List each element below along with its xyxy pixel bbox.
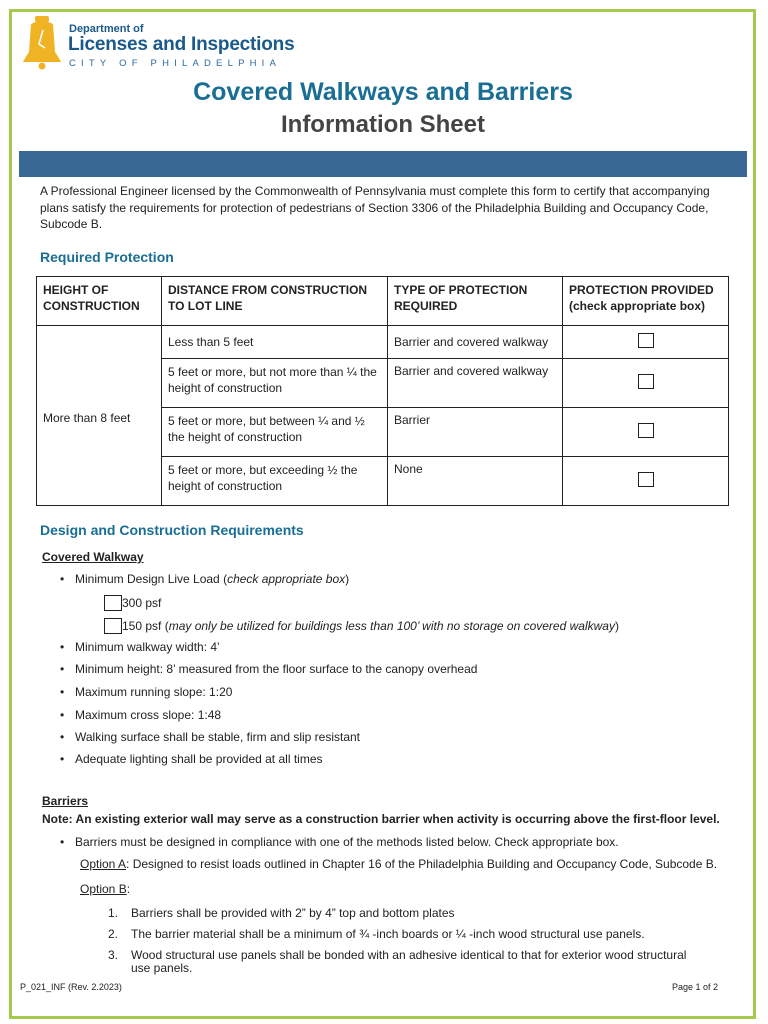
form-id: P_021_INF (Rev. 2.2023) (20, 982, 122, 992)
bullet-icon: • (60, 835, 65, 849)
list-item-text: Minimum Design Live Load ( (75, 572, 228, 586)
list-item-text: Maximum running slope: 1:20 (75, 685, 233, 699)
barriers-heading: Barriers (42, 794, 89, 808)
list-item (60, 752, 323, 766)
page-title: Covered Walkways and Barriers (193, 78, 573, 106)
numbered-item (108, 928, 708, 941)
protection-table (36, 276, 729, 506)
table-row (37, 326, 729, 359)
column-header: PROTECTION PROVIDED (check appropriate box) (563, 277, 729, 326)
protection-checkbox[interactable] (638, 472, 654, 487)
city-name: CITY OF PHILADELPHIA (69, 58, 282, 69)
covered-walkway-heading: Covered Walkway (42, 550, 144, 564)
distance-cell: 5 feet or more, but exceeding ½ the height of construction (162, 457, 388, 506)
option-b-label[interactable]: Option B (80, 882, 127, 896)
type-cell: None (388, 457, 563, 506)
column-header: TYPE OF PROTECTION REQUIRED (388, 277, 563, 326)
numbered-item (108, 949, 708, 975)
height-cell: More than 8 feet (37, 326, 162, 506)
option-a (80, 857, 717, 871)
required-protection-heading: Required Protection (40, 249, 174, 265)
live-load-option-150 (104, 618, 619, 634)
protection-checkbox[interactable] (638, 423, 654, 438)
type-cell: Barrier and covered walkway (388, 326, 563, 359)
option-a-label[interactable]: Option A (80, 857, 127, 871)
list-item (60, 685, 232, 699)
live-load-option-300 (104, 595, 161, 611)
bullet-icon: • (60, 685, 65, 699)
list-item-italic: check appropriate box (227, 572, 346, 586)
type-cell: Barrier (388, 408, 563, 457)
bullet-icon: • (60, 730, 65, 744)
protection-checkbox[interactable] (638, 333, 654, 348)
list-item (60, 708, 221, 722)
list-item-text: Barriers must be designed in compliance with one of the methods listed below. Check appropriate box. (75, 835, 619, 849)
list-item-text: Minimum walkway width: 4’ (75, 640, 220, 654)
list-item-text: Maximum cross slope: 1:48 (75, 708, 222, 722)
option-note: may only be utilized for buildings less than 100’ with no storage on covered walkway (168, 619, 615, 633)
list-item-text: Walking surface shall be stable, firm and slip resistant (75, 730, 361, 744)
list-item-text: Adequate lighting shall be provided at all times (75, 752, 323, 766)
department-name: Licenses and Inspections (68, 34, 295, 55)
bullet-icon: • (60, 752, 65, 766)
table-header-row (37, 277, 729, 326)
item-number: 2. (108, 927, 119, 941)
page-header (19, 14, 747, 149)
bullet-icon: • (60, 572, 65, 586)
liberty-bell-icon (21, 16, 63, 70)
numbered-item-text: The barrier material shall be a minimum of ¾ -inch boards or ¼ -inch wood structural use panels. (131, 927, 645, 941)
option-label: ) (614, 619, 619, 633)
list-item (60, 730, 360, 744)
list-item (60, 835, 619, 849)
distance-cell: 5 feet or more, but between ¼ and ½ the height of construction (162, 408, 388, 457)
list-item-text: Minimum height: 8’ measured from the floor surface to the canopy overhead (75, 662, 478, 676)
protection-checkbox[interactable] (638, 374, 654, 389)
distance-cell: Less than 5 feet (162, 326, 388, 359)
item-number: 1. (108, 906, 119, 920)
intro-paragraph: A Professional Engineer licensed by the Commonwealth of Pennsylvania must complete this form to certify that accompanying plans satisfy the requirements for protection of pedestrians of Section 3306 of the Philadelphia Building and Occupancy Code, Subcode B. (40, 184, 710, 231)
bullet-icon: • (60, 640, 65, 654)
protection-provided-cell (563, 326, 729, 359)
design-requirements-heading: Design and Construction Requirements (40, 522, 304, 538)
department-label: Department of (69, 23, 144, 35)
option-a-text: : Designed to resist loads outlined in Chapter 16 of the Philadelphia Building and Occupancy Code, Subcode B. (126, 857, 718, 871)
protection-provided-cell (563, 408, 729, 457)
numbered-item (108, 907, 708, 920)
protection-provided-cell (563, 359, 729, 408)
page-subtitle: Information Sheet (280, 111, 485, 138)
list-item (60, 662, 477, 676)
option-b-text: : (126, 882, 131, 896)
live-load-150-checkbox[interactable] (104, 618, 122, 634)
option-b (80, 882, 130, 896)
protection-provided-cell (563, 457, 729, 506)
numbered-item-text: Barriers shall be provided with 2” by 4” top and bottom plates (131, 906, 455, 920)
bullet-icon: • (60, 708, 65, 722)
barriers-note: Note: An existing exterior wall may serve as a construction barrier when activity is occurring above the first-floor level. (42, 812, 720, 826)
list-item (60, 640, 220, 654)
bullet-icon: • (60, 662, 65, 676)
header-divider-bar (19, 151, 747, 177)
numbered-item-text: Wood structural use panels shall be bonded with an adhesive identical to that for exterior wood structural use panels. (131, 948, 687, 975)
column-header: DISTANCE FROM CONSTRUCTION TO LOT LINE (162, 277, 388, 326)
type-cell: Barrier and covered walkway (388, 359, 563, 408)
list-item-text: ) (345, 572, 350, 586)
distance-cell: 5 feet or more, but not more than ¼ the height of construction (162, 359, 388, 408)
column-header: HEIGHT OF CONSTRUCTION (37, 277, 162, 326)
page-number: Page 1 of 2 (672, 982, 719, 992)
option-label: 300 psf (122, 596, 162, 610)
live-load-300-checkbox[interactable] (104, 595, 122, 611)
item-number: 3. (108, 948, 119, 962)
list-item (60, 572, 349, 586)
option-label: 150 psf ( (122, 619, 169, 633)
